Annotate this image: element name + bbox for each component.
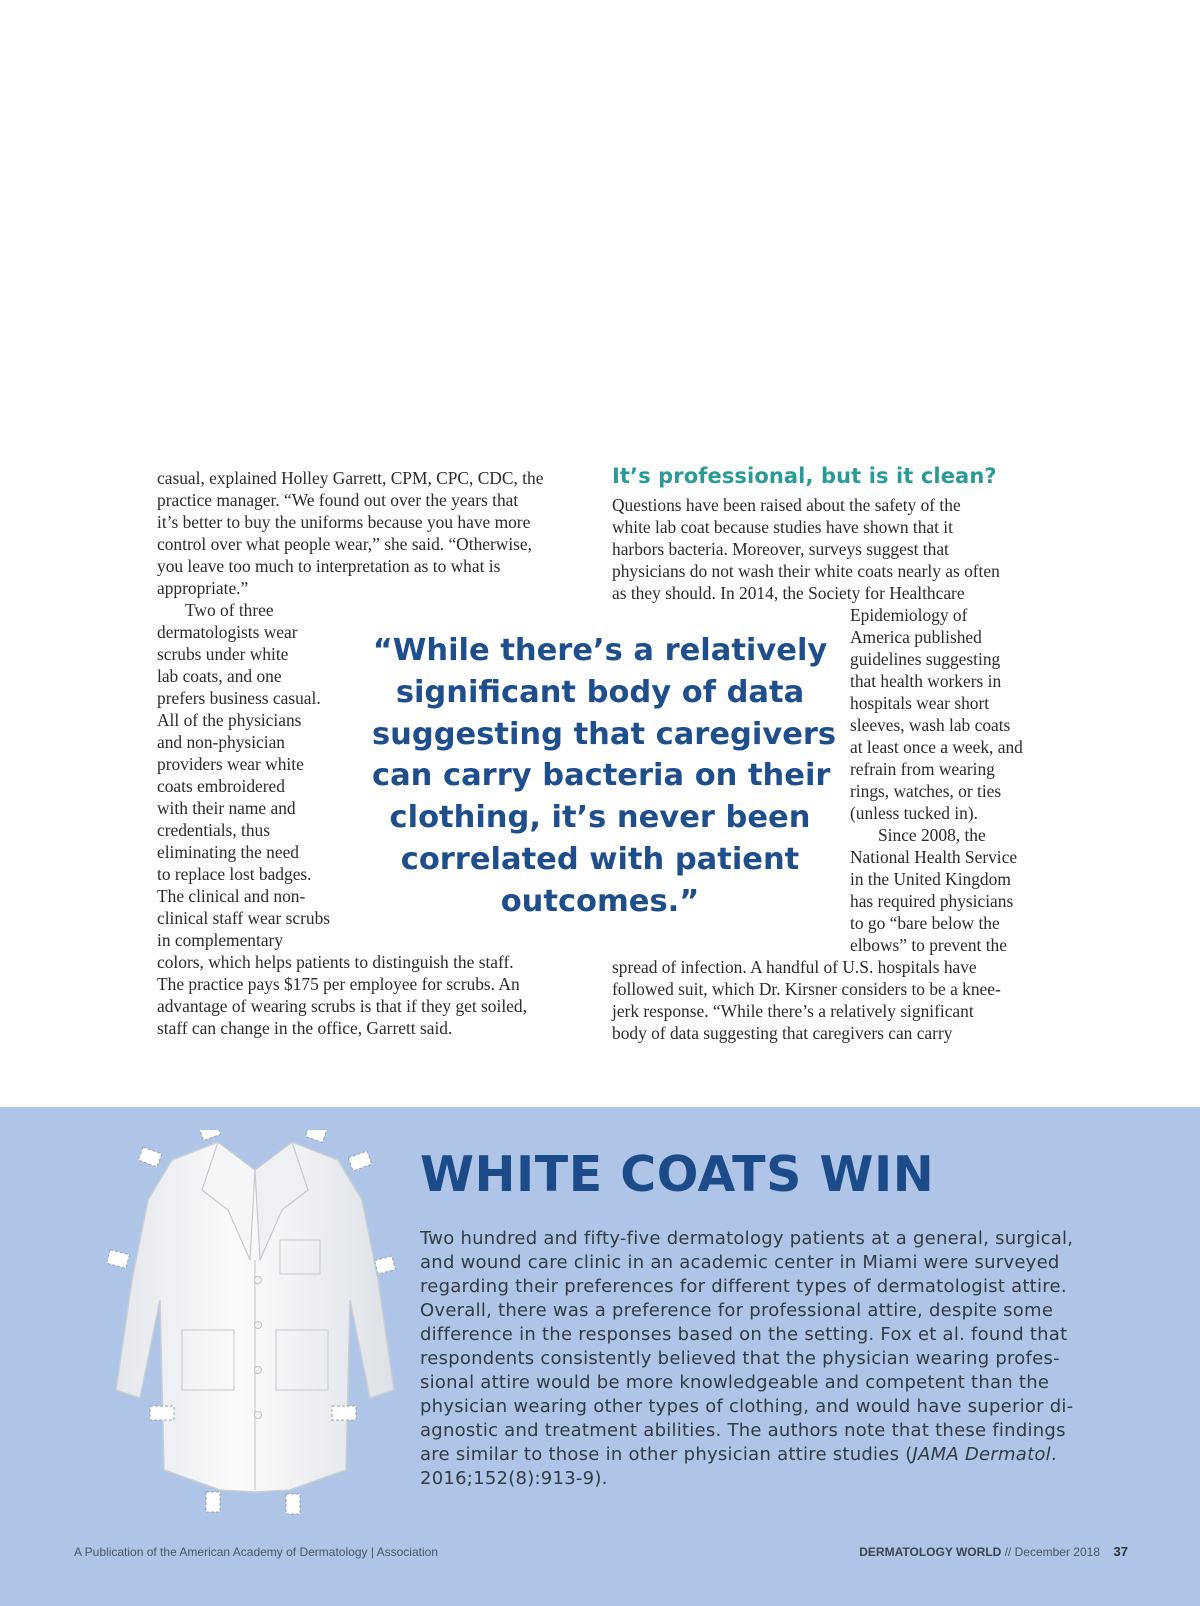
body-line: Since 2008, the — [878, 825, 986, 845]
body-line: eliminating the need — [157, 842, 299, 862]
body-line: body of data suggesting that caregivers can carry — [612, 1023, 953, 1043]
body-line: advantage of wearing scrubs is that if they get soiled, — [157, 996, 527, 1016]
body-line: followed suit, which Dr. Kirsner considers to be a knee- — [612, 979, 1001, 999]
body-line: All of the physicians — [157, 710, 302, 730]
body-line: and non-physician — [157, 732, 285, 752]
body-line: providers wear white — [157, 754, 304, 774]
section-heading: It’s professional, but is it clean? — [612, 464, 997, 488]
body-line: spread of infection. A handful of U.S. hospitals have — [612, 957, 977, 977]
sidebar-line: 2016;152(8):913-9). — [420, 1468, 608, 1489]
sidebar-line — [420, 1444, 1057, 1465]
body-line: staff can change in the office, Garrett said. — [157, 1018, 453, 1038]
pull-quote-line: clothing, it’s never been — [389, 800, 811, 836]
sidebar-line: Overall, there was a preference for professional attire, despite some — [420, 1300, 1054, 1321]
body-line: clinical staff wear scrubs — [157, 908, 331, 928]
body-line: to replace lost badges. — [157, 864, 312, 884]
body-line: has required physicians — [850, 891, 1014, 911]
pull-quote-line: suggesting that caregivers — [372, 716, 837, 752]
body-line: Two of three — [185, 600, 274, 620]
body-line: rings, watches, or ties — [850, 781, 1002, 801]
citation-text: . — [1050, 1444, 1057, 1465]
pull-quote — [372, 630, 837, 923]
body-line: with their name and — [157, 798, 296, 818]
body-line: in complementary — [157, 930, 284, 950]
body-line: America published — [850, 627, 982, 647]
body-line: control over what people wear,” she said. “Otherwise, — [157, 534, 532, 554]
body-line: dermatologists wear — [157, 622, 298, 642]
body-line: scrubs under white — [157, 644, 289, 664]
body-line: National Health Service — [850, 847, 1018, 867]
body-line: physicians do not wash their white coats nearly as often — [612, 561, 1000, 581]
body-line: credentials, thus — [157, 820, 271, 840]
body-line: refrain from wearing — [850, 759, 995, 779]
body-line: practice manager. “We found out over the years that — [157, 490, 519, 510]
citation-journal: JAMA Dermatol — [912, 1444, 1051, 1465]
sidebar-line: sional attire would be more knowledgeable and competent than the — [420, 1372, 1050, 1393]
pull-quote-line: correlated with patient — [400, 841, 800, 877]
sidebar-line: respondents consistently believed that the physician wearing profes- — [420, 1348, 1060, 1369]
body-line: jerk response. “While there’s a relatively significant — [612, 1001, 974, 1021]
body-line: coats embroidered — [157, 776, 285, 796]
pull-quote-line: “While there’s a relatively — [372, 633, 828, 668]
body-line: hospitals wear short — [850, 693, 990, 713]
page-number: 37 — [1113, 1544, 1128, 1559]
sidebar-line: difference in the responses based on the setting. Fox et al. found that — [420, 1324, 1068, 1345]
footer-masthead — [859, 1545, 1100, 1559]
body-line: guidelines suggesting — [850, 649, 1001, 669]
white-lab-coat-illustration — [100, 1130, 410, 1530]
body-line: prefers business casual. — [157, 688, 321, 708]
body-line: elbows” to prevent the — [850, 935, 1007, 955]
body-line: in the United Kingdom — [850, 869, 1011, 889]
body-line: you leave too much to interpretation as to what is — [157, 556, 501, 576]
sidebar-line: and wound care clinic in an academic center in Miami were surveyed — [420, 1252, 1060, 1273]
sidebar-line: regarding their preferences for different types of dermatologist attire. — [420, 1276, 1067, 1297]
sidebar-title: WHITE COATS WIN — [420, 1146, 935, 1203]
body-line: appropriate.” — [157, 578, 249, 598]
body-line: as they should. In 2014, the Society for Healthcare — [612, 583, 965, 603]
body-line: lab coats, and one — [157, 666, 282, 686]
body-line: white lab coat because studies have shown that it — [612, 517, 953, 537]
footer-brand: DERMATOLOGY WORLD — [859, 1545, 1002, 1559]
body-line: Epidemiology of — [850, 605, 968, 625]
footer-publication: A Publication of the American Academy of Dermatology | Association — [74, 1545, 438, 1559]
pull-quote-line: outcomes.” — [500, 883, 700, 919]
body-line: (unless tucked in). — [850, 803, 978, 823]
body-line: casual, explained Holley Garrett, CPM, CPC, CDC, the — [157, 468, 544, 488]
footer-date: December 2018 — [1014, 1545, 1100, 1559]
body-line: to go “bare below the — [850, 913, 1000, 933]
sidebar-line: agnostic and treatment abilities. The authors note that these findings — [420, 1420, 1066, 1441]
body-line: The practice pays $175 per employee for scrubs. An — [157, 974, 520, 994]
pull-quote-line: can carry bacteria on their — [372, 758, 831, 794]
body-line: Questions have been raised about the safety of the — [612, 495, 961, 515]
body-line: at least once a week, and — [850, 737, 1023, 757]
sidebar-line: Two hundred and fifty-five dermatology patients at a general, surgical, — [420, 1228, 1074, 1249]
body-line: harbors bacteria. Moreover, surveys suggest that — [612, 539, 949, 559]
pull-quote-line: significant body of data — [395, 674, 805, 710]
body-line: The clinical and non- — [157, 886, 306, 906]
body-line: it’s better to buy the uniforms because you have more — [157, 512, 531, 532]
body-line: sleeves, wash lab coats — [850, 715, 1011, 735]
footer-separator: // — [1001, 1545, 1015, 1559]
sidebar-line: physician wearing other types of clothing, and would have superior di- — [420, 1396, 1074, 1417]
body-line: that health workers in — [850, 671, 1002, 691]
citation-text: are similar to those in other physician attire studies ( — [420, 1444, 913, 1465]
body-line: colors, which helps patients to distinguish the staff. — [157, 952, 514, 972]
